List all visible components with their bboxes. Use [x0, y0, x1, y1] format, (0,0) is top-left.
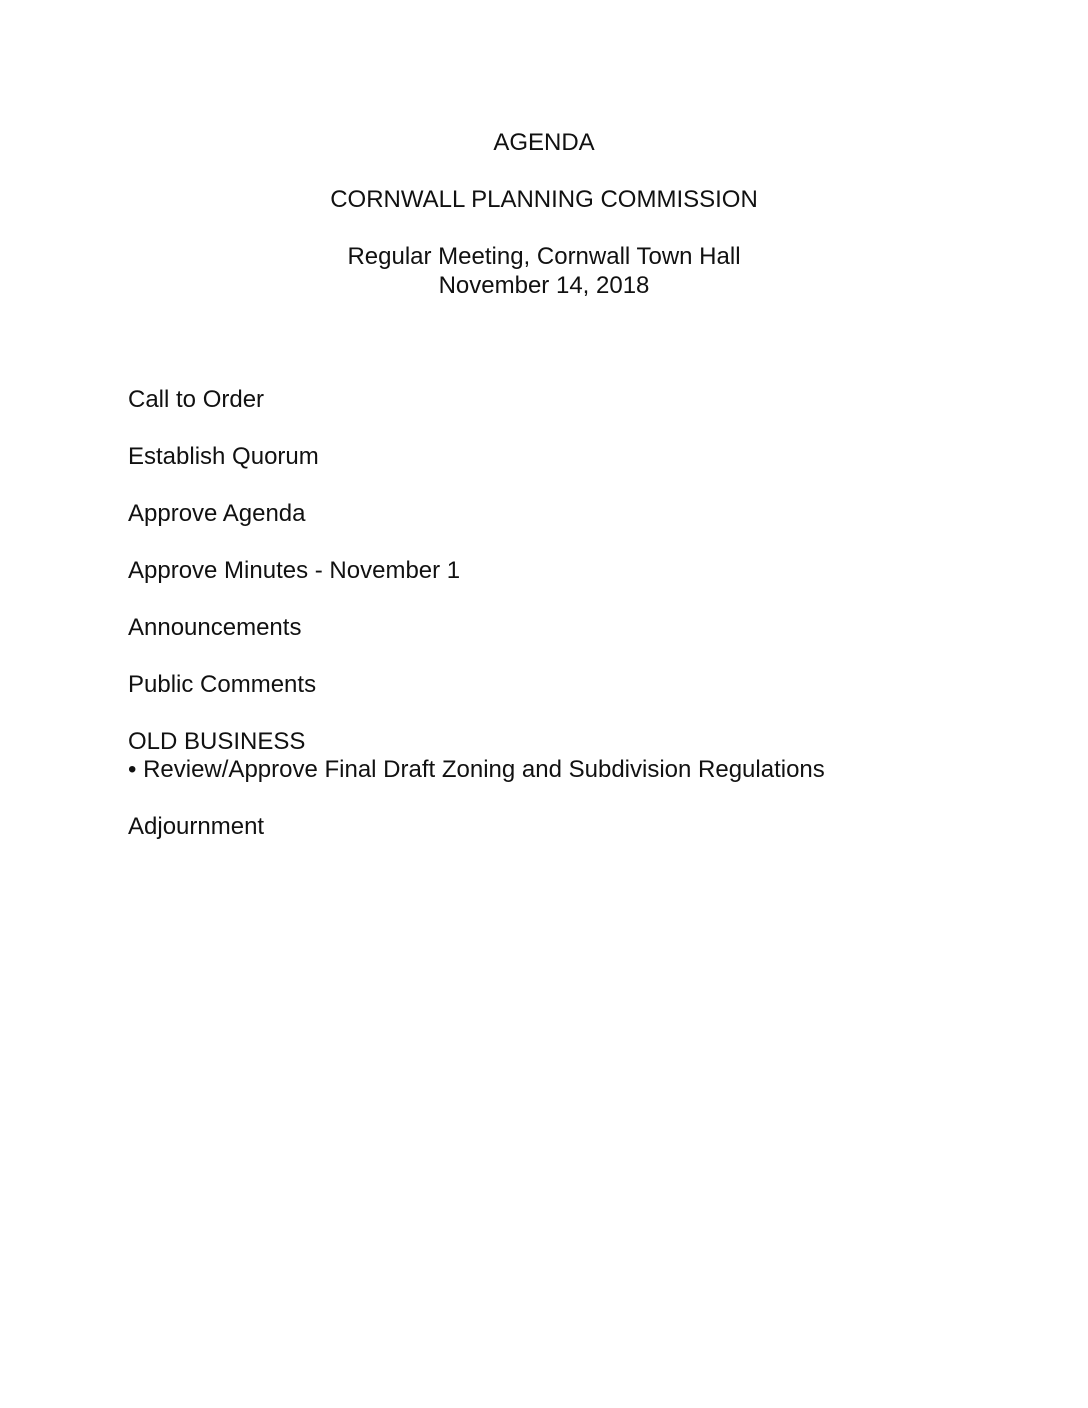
agenda-item-approve-agenda: Approve Agenda — [128, 500, 306, 527]
agenda-item-public-comments: Public Comments — [128, 671, 317, 698]
meeting-date: November 14, 2018 — [438, 272, 650, 299]
agenda-title: AGENDA — [493, 129, 595, 156]
agenda-subitem-review-regulations: • Review/Approve Final Draft Zoning and Subdivision Regulations — [128, 756, 825, 783]
agenda-item-adjournment: Adjournment — [128, 813, 265, 840]
organization-name: CORNWALL PLANNING COMMISSION — [330, 186, 758, 213]
agenda-item-call-to-order: Call to Order — [128, 386, 265, 413]
agenda-section-old-business: OLD BUSINESS — [128, 728, 306, 755]
agenda-item-approve-minutes: Approve Minutes - November 1 — [128, 557, 461, 584]
meeting-location: Regular Meeting, Cornwall Town Hall — [347, 243, 741, 270]
agenda-item-announcements: Announcements — [128, 614, 302, 641]
agenda-item-establish-quorum: Establish Quorum — [128, 443, 319, 470]
